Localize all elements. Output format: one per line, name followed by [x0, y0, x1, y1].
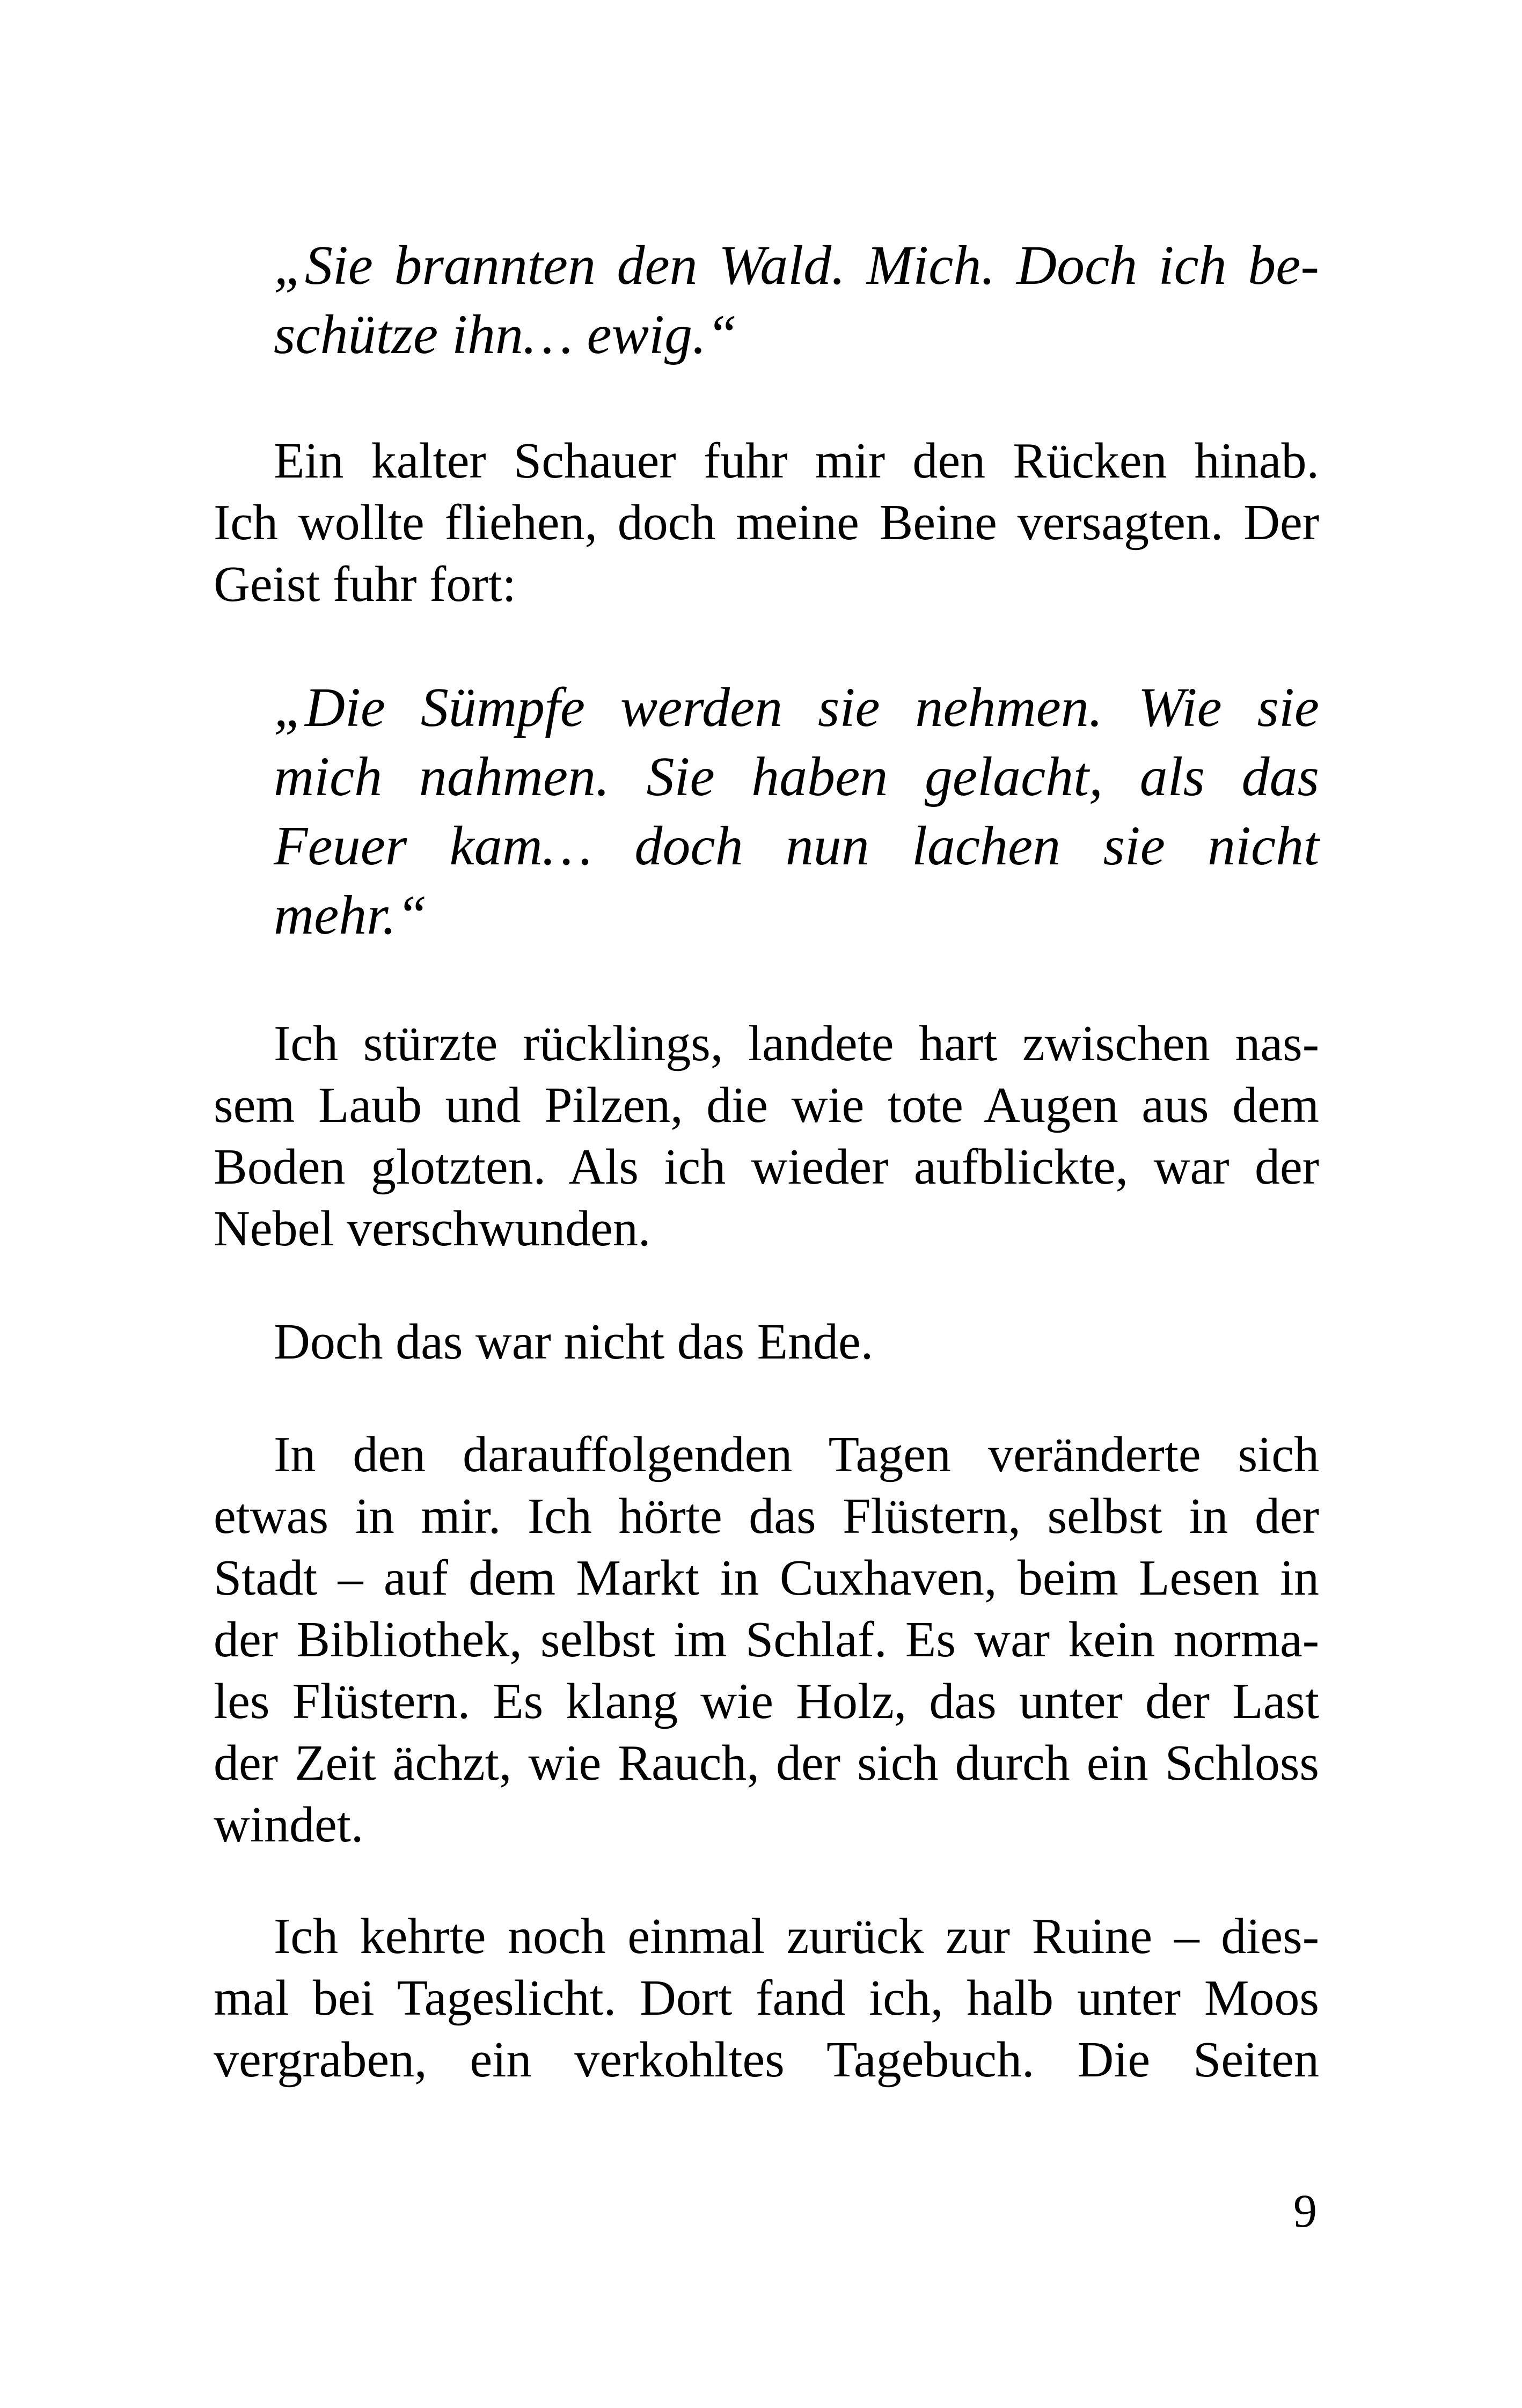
- quote-line: mehr.“: [274, 884, 428, 946]
- paragraph-4: [214, 1424, 1319, 1856]
- text-line: Nebel verschwunden.: [214, 1201, 651, 1257]
- text-line: sem Laub und Pilzen, die wie tote Augen aus dem: [214, 1077, 1319, 1133]
- paragraph-2: [214, 1013, 1319, 1260]
- text-line: Boden glotzten. Als ich wieder aufblickte, war der: [214, 1139, 1319, 1195]
- text-line: Ich stürzte rücklings, landete hart zwischen nas-: [274, 1016, 1319, 1071]
- text-line: Stadt – auf dem Markt in Cuxhaven, beim Lesen in: [214, 1550, 1319, 1606]
- text-line: Ein kalter Schauer fuhr mir den Rücken hinab.: [274, 433, 1319, 489]
- text-line: Doch das war nicht das Ende.: [274, 1314, 874, 1370]
- italic-quote-1: [274, 231, 1319, 369]
- quote-line: mich nahmen. Sie haben gelacht, als das: [274, 746, 1319, 807]
- text-line: Ich kehrte noch einmal zurück zur Ruine – dies-: [274, 1908, 1319, 1964]
- italic-quote-2: [274, 673, 1319, 950]
- text-line: windet.: [214, 1797, 364, 1853]
- text-line: der Bibliothek, selbst im Schlaf. Es war kein norma-: [214, 1612, 1319, 1668]
- paragraph-3: [214, 1311, 1319, 1373]
- text-line: In den darauffolgenden Tagen veränderte sich: [274, 1427, 1319, 1482]
- paragraph-5: [214, 1906, 1319, 2091]
- text-line: Ich wollte fliehen, doch meine Beine versagten. Der: [214, 495, 1319, 550]
- quote-line: „Die Sümpfe werden sie nehmen. Wie sie: [274, 677, 1319, 738]
- quote-line: „Sie brannten den Wald. Mich. Doch ich be-: [274, 234, 1319, 296]
- quote-line: Feuer kam… doch nun lachen sie nicht: [274, 815, 1319, 877]
- quote-line: schütze ihn… ewig.“: [274, 304, 737, 365]
- text-line: les Flüstern. Es klang wie Holz, das unter der Last: [214, 1673, 1319, 1729]
- text-line: etwas in mir. Ich hörte das Flüstern, selbst in der: [214, 1488, 1319, 1544]
- text-line: mal bei Tageslicht. Dort fand ich, halb unter Moos: [214, 1970, 1319, 2026]
- text-line: vergraben, ein verkohltes Tagebuch. Die Seiten: [214, 2032, 1319, 2088]
- text-line: Geist fuhr fort:: [214, 556, 516, 612]
- page-number: 9: [1293, 2185, 1317, 2237]
- text-line: der Zeit ächzt, wie Rauch, der sich durch ein Schloss: [214, 1735, 1319, 1791]
- paragraph-1: [214, 430, 1319, 615]
